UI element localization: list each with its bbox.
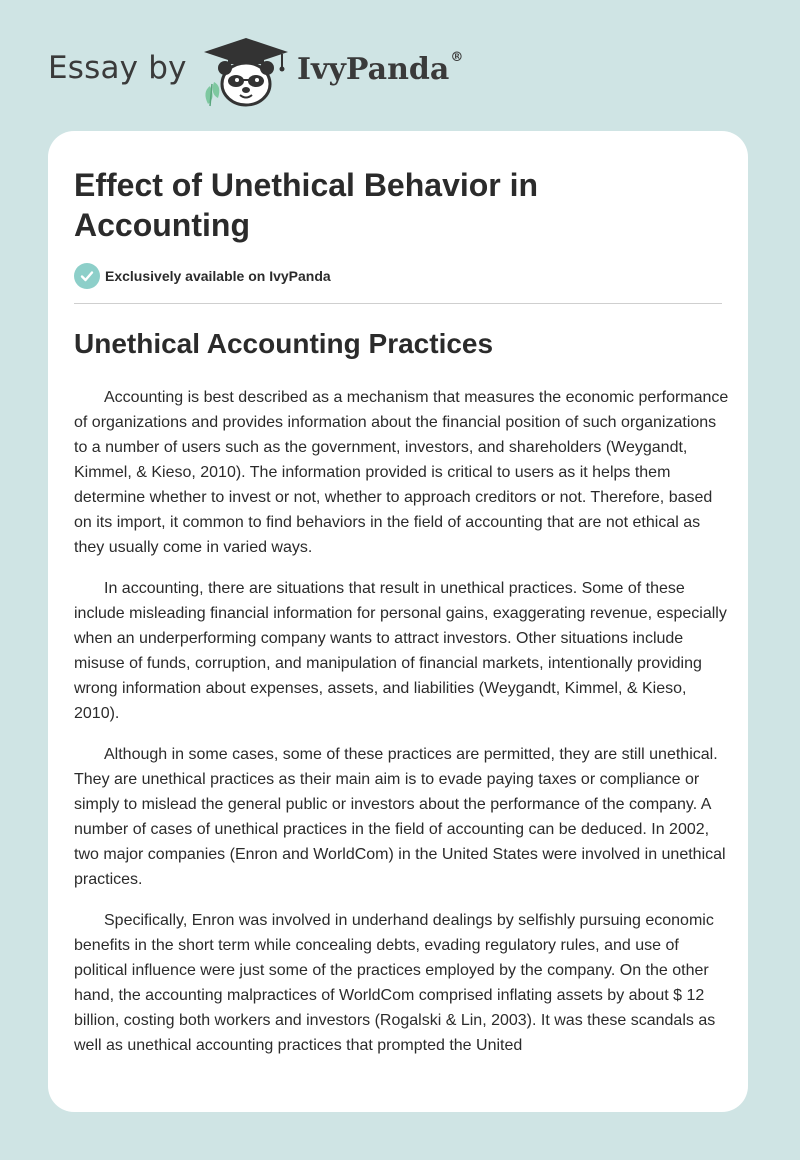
title-divider: [74, 303, 722, 304]
essay-title: Effect of Unethical Behavior in Accounting: [74, 167, 539, 243]
essay-body: [74, 385, 729, 1074]
site-header: [0, 0, 800, 130]
paragraph: Specifically, Enron was involved in underhand dealings by selfishly pursuing economic benefits in the short term while concealing debts, evading regulatory rules, and use of political influence were just some of the practices employed by the company. On the other hand, the accounting malpractices of WorldCom comprised inflating assets by about $ 12 billion, costing both workers and investors (Rogalski & Lin, 2003). It was these scandals as well as unethical accounting practices that prompted the United: [74, 912, 716, 1054]
essay-card: [48, 131, 748, 1112]
section-heading: Unethical Accounting Practices: [74, 328, 494, 359]
panda-graduate-logo-icon[interactable]: [200, 36, 292, 108]
registered-mark: ®: [450, 50, 464, 65]
paragraph: Although in some cases, some of these practices are permitted, they are still unethical. They are unethical practices as their main aim is to evade paying taxes or compliance or simply to mislead the general public or investors about the performance of the company. A number of cases of unethical practices in the field of accounting can be deduced. In 2002, two major companies (Enron and WorldCom) in the United States were involved in unethical practices.: [74, 746, 726, 888]
paragraph: In accounting, there are situations that result in unethical practices. Some of these include misleading financial information for personal gains, exaggerating revenue, especially when an underperforming company wants to attract investors. Other situations include misuse of funds, corruption, and manipulation of financial markets, intentionally providing wrong information about expenses, assets, and liabilities (Weygandt, Kimmel, & Kieso, 2010).: [74, 580, 727, 722]
exclusive-badge: [74, 263, 331, 289]
essay-by-label: Essay by: [48, 50, 187, 86]
brand-name[interactable]: [297, 52, 463, 87]
check-circle-icon: [74, 263, 100, 289]
exclusive-label: Exclusively available on IvyPanda: [105, 268, 331, 284]
paragraph: Accounting is best described as a mechanism that measures the economic performance of organizations and provides information about the financial position of such organizations to a number of users such as the government, investors, and shareholders (Weygandt, Kimmel, & Kieso, 2010). The information provided is critical to users as it helps them determine whether to invest or not, whether to approach creditors or not. Therefore, based on its import, it common to find behaviors in the field of accounting that are not ethical as they usually come in varied ways.: [74, 389, 729, 556]
brand-text: IvyPanda: [297, 52, 450, 87]
